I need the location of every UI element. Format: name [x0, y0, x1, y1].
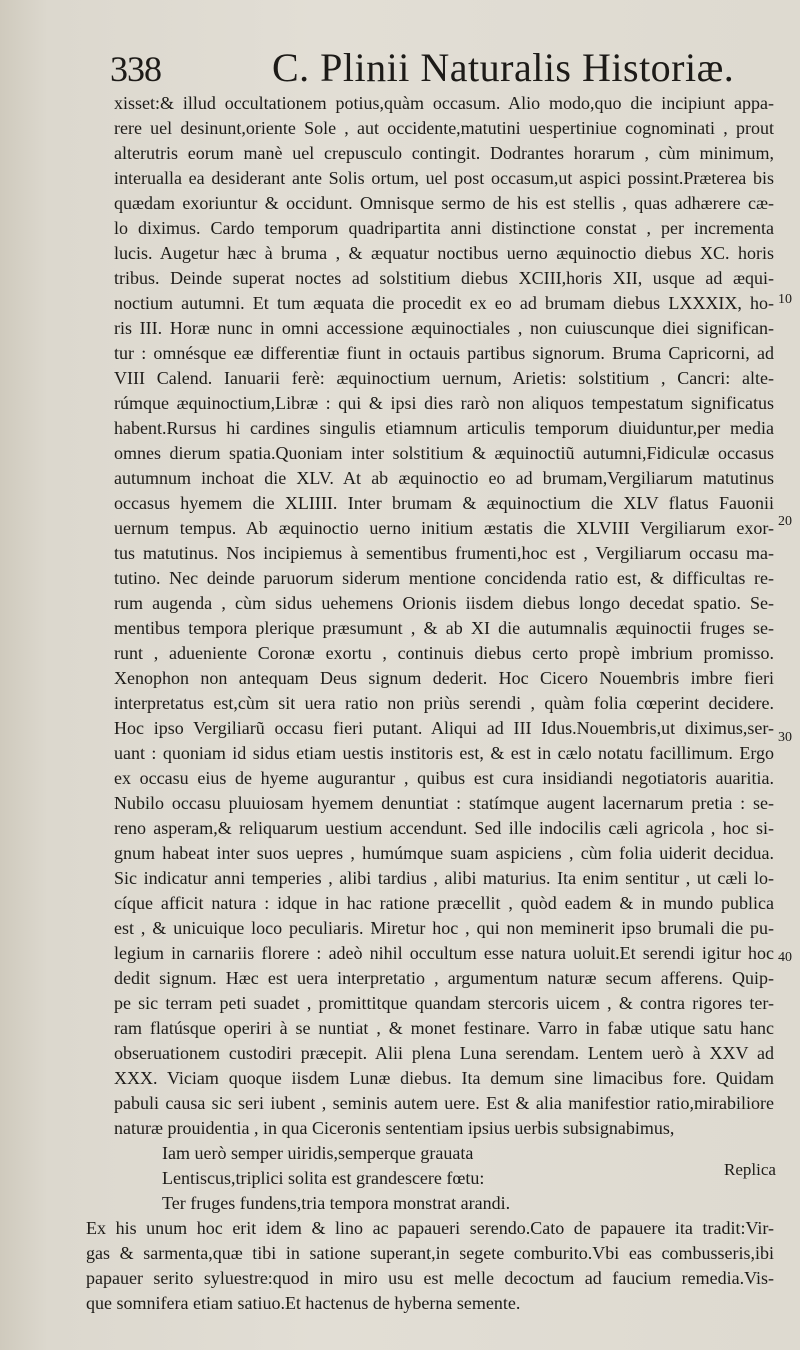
running-title: C. Plinii Naturalis Historiæ. [272, 45, 735, 90]
text-line: gas & sarmenta,quæ tibi in satione superant,in segete comburito.Vbi eas combusseris,ibi [86, 1243, 774, 1263]
verse-line: Lentiscus,triplici solita est grandescere fœtu: [162, 1168, 485, 1188]
text-line: habent.Rursus hi cardines singulis etiamnum articulis temporum diuiduntur,per media [114, 418, 774, 438]
text-line: tutino. Nec deinde paruorum siderum mentione concidenda ratio est, & difficultas re- [114, 568, 774, 588]
text-line: quædam exoriuntur & occidunt. Omnisque sermo de his est stellis , quas adhærere cæ- [114, 193, 774, 213]
text-line: noctium autumni. Et tum æquata die procedit ex eo ad brumam diebus LXXXIX, ho- [114, 293, 774, 313]
text-line: occasus hyemem die XLIIII. Inter brumam & æquinoctium die XLV flatus Fauonii [114, 493, 774, 513]
text-line: rúmque æquinoctium,Libræ : qui & ipsi dies rarò non aliquos tempestatum significatus [114, 393, 774, 413]
text-line: lucis. Augetur hæc à bruma , & æquatur noctibus uerno æquinoctio diebus XC. horis [114, 243, 774, 263]
text-line: mentibus tempora plerique præsumunt , & ab XI die autumnalis æquinoctii fruges se- [114, 618, 774, 638]
text-line: ex occasu eius de hyeme augurantur , quibus est cura insidiandi negotiatoris auaritia. [114, 768, 774, 788]
text-line: est , & unicuique loco peculiaris. Miretur hoc , qui non meminerit ipso brumali die pu- [114, 918, 774, 938]
text-line: XXX. Viciam quoque iisdem Lunæ diebus. Ita demum sine limacibus fore. Quidam [114, 1068, 774, 1088]
text-line: cíque afficit natura : idque in hac ratione præcellit , quòd eadem & in mundo publica [114, 893, 774, 913]
catchword: Replica [724, 1160, 776, 1179]
text-line: tus matutinus. Nos incipiemus à sementibus frumenti,hoc est , Vergiliarum occasu ma- [114, 543, 774, 563]
text-line: rum augenda , cùm sidus uehemens Orionis iisdem diebus longo decedat spatio. Se- [114, 593, 774, 613]
text-line: ris III. Horæ nunc in omni accessione æquinoctiales , non cuiuscunque diei significan- [114, 318, 774, 338]
margin-line-number: 20 [778, 514, 792, 529]
text-line: gnum habeat inter suos uepres , humúmque suam aspiciens , cùm folia uiderit decidua. [114, 843, 774, 863]
text-line: uant : quoniam id sidus etiam uestis institoris est, & est in cælo notatu facillimum. Ergo [114, 743, 774, 763]
text-line: Ex his unum hoc erit idem & lino ac papaueri serendo.Cato de papauere ita tradit:Vir- [86, 1218, 774, 1238]
text-line: dedit signum. Hæc est uera interpretatio , argumentum naturæ secum afferens. Quip- [114, 968, 774, 988]
text-line: interpretatus est,cùm sit uera ratio non priùs serendi , quàm folia cœperint decidere. [114, 693, 774, 713]
text-line: Nubilo occasu pluuiosam hyemem denuntiat : statímque augent lacernarum pretia : se- [114, 793, 774, 813]
text-line: rere uel desinunt,oriente Sole , aut occidente,matutini uespertiniue cognominati , prout [114, 118, 774, 138]
text-line: Sic indicatur anni temperies , alibi tardius , alibi maturius. Ita enim sentitur , ut cæli lo- [114, 868, 774, 888]
text-line: pabuli causa sic seri iubent , seminis autem uere. Est & alia manifestior ratio,mirabiliore [114, 1093, 774, 1113]
margin-line-number: 10 [778, 292, 792, 307]
text-line: naturæ prouidentia , in qua Ciceronis sententiam ipsius uerbis subsignabimus, [114, 1118, 675, 1138]
text-line: tribus. Deinde superat noctes ad solstitium diebus XCIII,horis XII, usque ad æqui- [114, 268, 774, 288]
text-line: runt , adueniente Coronæ exortu , continuis diebus certo propè imbrium promisso. [114, 643, 774, 663]
text-line: xisset:& illud occultationem potius,quàm occasum. Alio modo,quo die incipiunt appa- [114, 93, 774, 113]
text-line: Xenophon non antequam Deus signum dederit. Hoc Cicero Nouembris imbre fieri [114, 668, 774, 688]
text-line: alterutris eorum manè uel crepusculo contingit. Dodrantes horarum , cùm minimum, [114, 143, 774, 163]
text-line: interualla ea desiderant ante Solis ortum, uel post occasum,ut aspici possint.Præterea bis [114, 168, 774, 188]
running-head [0, 44, 800, 94]
margin-line-number: 40 [778, 950, 792, 965]
verse-line: Iam uerò semper uiridis,semperque grauata [162, 1143, 474, 1163]
text-line: pe sic terram peti suadet , promittitque quandam stercoris uicem , & contra rigores ter- [114, 993, 774, 1013]
text-line: papauer serito syluestre:quod in miro usu est melle decoctum ad faucium remedia.Vis- [86, 1268, 774, 1288]
text-line: Hoc ipso Vergiliarũ occasu fieri putant. Aliqui ad III Idus.Nouembris,ut diximus,ser- [114, 718, 774, 738]
page-number: 338 [110, 49, 161, 89]
text-line: que somnifera etiam satiuo.Et hactenus de hyberna semente. [86, 1293, 521, 1313]
text-line: uernum tempus. Ab æquinoctio uerno initium æstatis die XLVIII Vergiliarum exor- [114, 518, 774, 538]
text-line: tur : omnésque eæ differentiæ fiunt in octauis partibus signorum. Bruma Capricorni, ad [114, 343, 774, 363]
text-line: autumnum inchoat die XLV. At ab æquinoctio eo ad brumam,Vergiliarum matutinus [114, 468, 774, 488]
text-line: omnes dierum spatia.Quoniam inter solstitium & æquinoctiũ autumni,Fidiculæ occasus [114, 443, 774, 463]
text-line: obseruationem custodiri præcepit. Alii plena Luna serendam. Lentem uerò à XXV ad [114, 1043, 774, 1063]
text-line: lo diximus. Cardo temporum quadripartita anni distinctione constat , per incrementa [114, 218, 774, 238]
verse-line: Ter fruges fundens,tria tempora monstrat arandi. [162, 1193, 511, 1213]
text-line: legium in carnariis florere : adeò nihil occultum esse natura uoluit.Et serendi igitur hoc [114, 943, 774, 963]
text-line: VIII Calend. Ianuarii ferè: æquinoctium uernum, Arietis: solstitium , Cancri: alte- [114, 368, 774, 388]
margin-line-number: 30 [778, 730, 792, 745]
text-line: ram flatúsque operiri à se nuntiat , & monet festinare. Varro in fabæ utique satu hanc [114, 1018, 774, 1038]
text-line: reno asperam,& reliquarum uestium accendunt. Sed ille indocilis cæli agricola , hoc si- [114, 818, 774, 838]
